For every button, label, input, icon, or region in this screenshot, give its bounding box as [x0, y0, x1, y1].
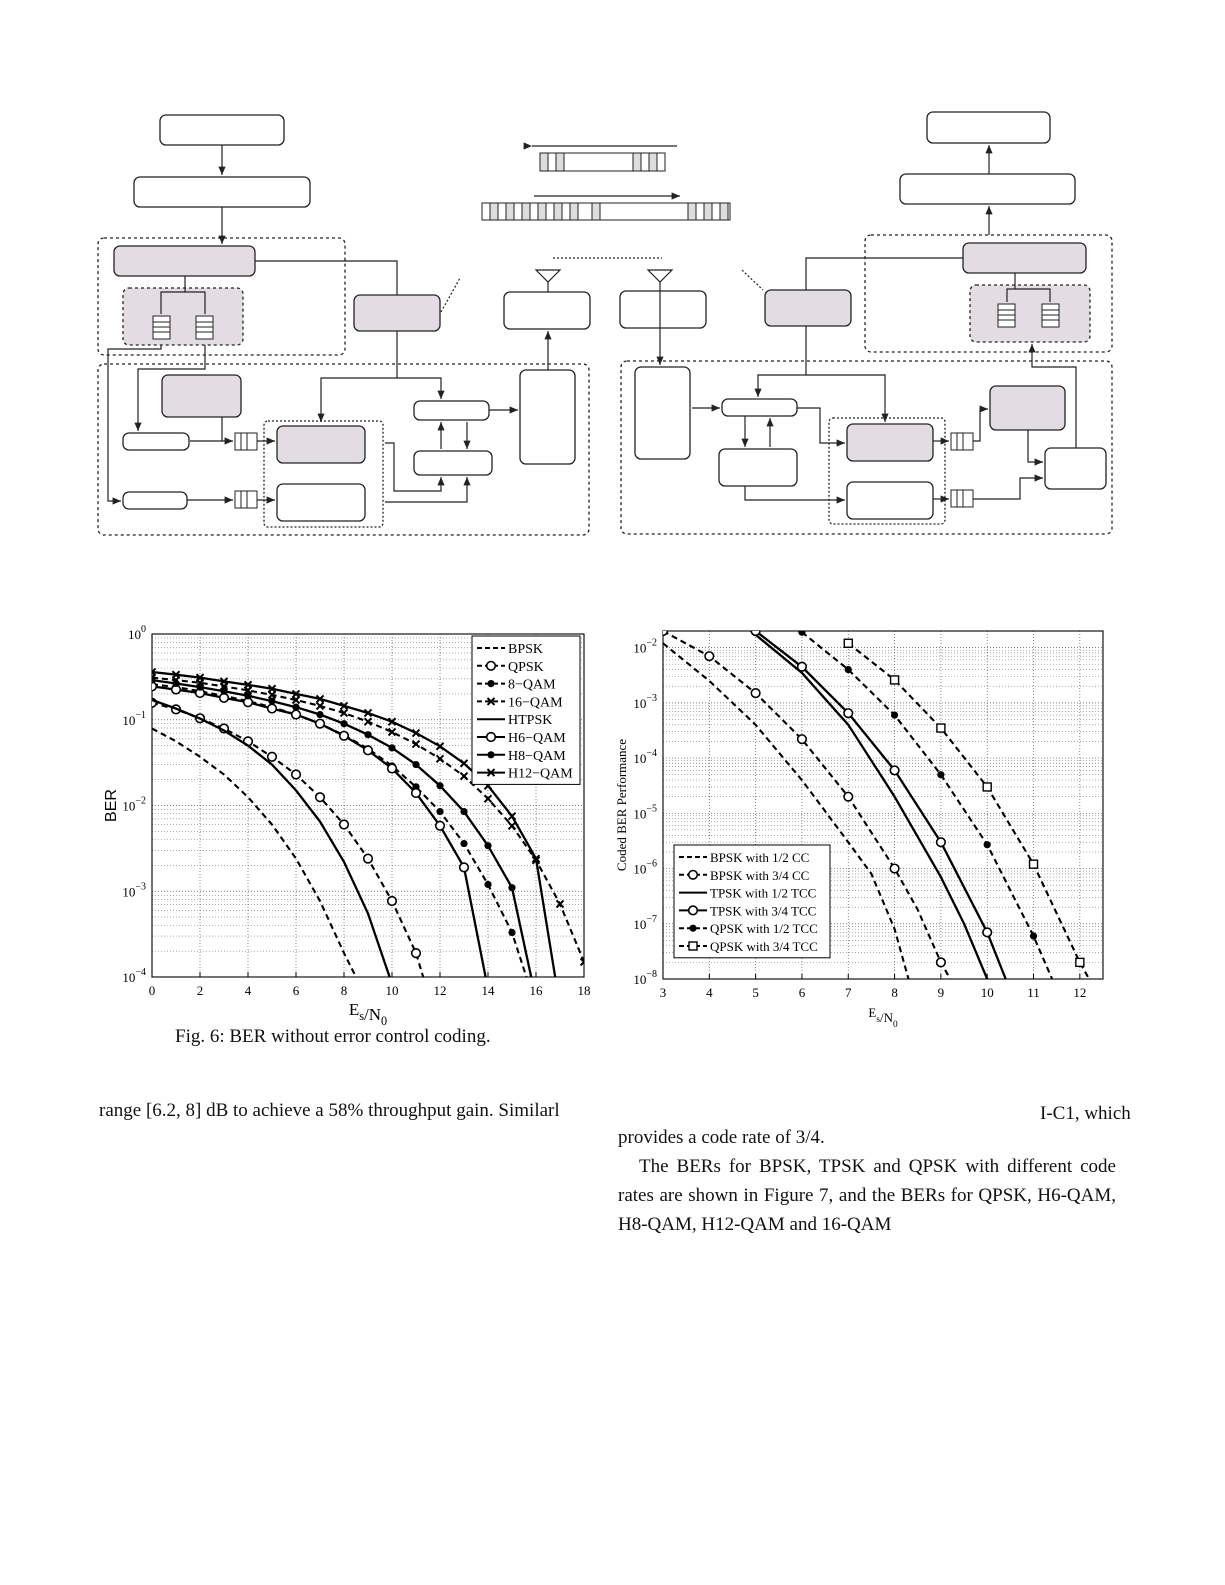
tx-encoder-b — [277, 484, 365, 521]
legend-label: QPSK with 1/2 TCC — [710, 921, 818, 937]
data-point — [689, 942, 697, 950]
data-point — [364, 854, 373, 863]
system-block-diagram — [0, 0, 1225, 560]
axis-label: $E_s/N_0$ — [348, 1000, 388, 1028]
data-point — [659, 627, 668, 636]
legend-label: HTPSK — [508, 713, 553, 729]
x-tick-label: 16 — [529, 983, 543, 998]
data-point — [508, 884, 515, 891]
data-point — [508, 929, 515, 936]
tick-label: $10^{-1}$ — [122, 709, 146, 728]
tx-source-block — [160, 115, 284, 145]
data-point — [268, 704, 277, 713]
tick-label: $10^{-2}$ — [122, 795, 146, 814]
data-point — [340, 731, 349, 740]
data-point — [268, 752, 277, 761]
tx-small-block-a — [123, 433, 189, 450]
tick-label: $10^{-4}$ — [633, 748, 657, 767]
x-tick-label: 12 — [433, 983, 447, 998]
legend-label: TPSK with 1/2 TCC — [710, 885, 817, 901]
body-text-right-line2: provides a code rate of 3/4. — [618, 1127, 825, 1148]
data-point — [1076, 958, 1084, 966]
data-point — [984, 841, 991, 848]
data-point — [460, 840, 467, 847]
data-point — [890, 864, 899, 873]
data-point — [388, 744, 395, 751]
body-text-left: range [6.2, 8] dB to achieve a 58% throughput gain. Similarl — [99, 1100, 560, 1121]
rx-decoder-a — [847, 424, 933, 461]
x-tick-label: 8 — [891, 985, 898, 1000]
ber-chart-uncoded — [0, 612, 600, 1028]
x-tick-label: 3 — [659, 985, 667, 1000]
legend — [472, 636, 580, 784]
data-point — [1030, 860, 1038, 868]
legend-label: H12−QAM — [508, 766, 573, 782]
rx-decoder-b — [847, 482, 933, 519]
data-point — [844, 709, 853, 718]
tx-modulator — [520, 370, 575, 464]
legend-label: BPSK — [508, 642, 544, 657]
rx-block-2 — [900, 174, 1075, 204]
data-point — [364, 746, 373, 755]
data-point — [412, 949, 421, 958]
data-point — [689, 925, 696, 932]
rx-demapper-b — [719, 449, 797, 486]
body-text-right — [618, 1123, 1116, 1239]
x-tick-label: 9 — [937, 985, 945, 1000]
rx-controller — [765, 290, 851, 326]
tick-label: $10^{-6}$ — [633, 858, 657, 877]
tick-label: $10^{-3}$ — [633, 692, 657, 711]
data-point — [484, 842, 491, 849]
x-tick-label: 10 — [980, 985, 994, 1000]
data-point — [460, 808, 467, 815]
x-tick-label: 12 — [1073, 985, 1087, 1000]
data-point — [487, 662, 496, 671]
data-point — [891, 676, 899, 684]
tick-label: $10^{-8}$ — [633, 969, 657, 987]
data-point — [413, 741, 420, 748]
tick-label: $10^{-4}$ — [122, 967, 146, 985]
data-point — [436, 821, 445, 830]
x-tick-label: 4 — [244, 983, 252, 998]
body-text-right-para2: The BERs for BPSK, TPSK and QPSK with different code rates are shown in Figure 7, and the BERs for QPSK, H6-QAM, H8-QAM, H12-QAM and 16-QAM — [618, 1156, 1116, 1235]
data-point — [689, 906, 698, 915]
legend-label: BPSK with 1/2 CC — [710, 850, 810, 865]
tx-shaded-block-2 — [162, 375, 241, 417]
data-point — [890, 766, 899, 775]
legend — [674, 845, 830, 958]
rx-rf-front — [620, 291, 706, 328]
data-point — [484, 881, 491, 888]
tick-label: $10^{-2}$ — [633, 637, 657, 656]
x-tick-label: 10 — [385, 983, 399, 998]
rx-sink-block — [927, 112, 1050, 143]
legend-label: H8−QAM — [508, 748, 566, 764]
legend-label: QPSK with 3/4 TCC — [710, 939, 818, 954]
data-point — [461, 760, 468, 767]
data-point — [937, 724, 945, 732]
data-point — [292, 770, 301, 779]
tick-label: $10^{-3}$ — [122, 881, 146, 900]
data-point — [751, 689, 760, 698]
data-point — [983, 783, 991, 791]
tx-controller — [354, 295, 440, 331]
x-tick-label: 8 — [340, 983, 348, 998]
data-point — [148, 676, 155, 683]
tx-mapper-b — [414, 451, 492, 475]
data-point — [268, 698, 275, 705]
data-point — [983, 928, 992, 937]
rx-shaded-block-2 — [990, 386, 1065, 430]
data-point — [487, 733, 496, 742]
x-tick-label: 18 — [577, 983, 591, 998]
data-point — [689, 871, 698, 880]
data-point — [705, 652, 714, 661]
axis-label: $E_s/N_0$ — [868, 1005, 898, 1030]
x-tick-label: 5 — [752, 985, 759, 1000]
data-point — [798, 662, 807, 671]
data-point — [316, 793, 325, 802]
x-tick-label: 11 — [1027, 985, 1040, 1000]
tx-queue-group — [123, 288, 243, 345]
series-line — [802, 632, 1052, 979]
data-point — [292, 710, 301, 719]
data-point — [340, 720, 347, 727]
data-point — [292, 704, 299, 711]
data-point — [751, 627, 760, 636]
x-tick-label: 6 — [798, 985, 806, 1000]
tick-label: $10^0$ — [128, 624, 146, 642]
tx-small-block-b — [123, 492, 187, 509]
series-bpsk — [152, 729, 356, 978]
data-point — [388, 897, 397, 906]
series-line — [152, 729, 356, 978]
legend-label: 8−QAM — [508, 677, 556, 693]
rx-demapper-a — [722, 399, 797, 416]
data-point — [798, 735, 807, 744]
data-point — [437, 755, 444, 762]
x-tick-label: 7 — [845, 985, 852, 1000]
data-point — [891, 712, 898, 719]
x-tick-label: 2 — [196, 983, 204, 998]
legend-label: QPSK — [508, 659, 544, 675]
data-point — [845, 666, 852, 673]
ber-chart-coded — [610, 612, 1210, 1030]
tx-mapper-a — [414, 401, 489, 420]
data-point — [148, 698, 157, 707]
series-line — [848, 643, 1089, 979]
data-point — [436, 808, 443, 815]
data-point — [340, 820, 349, 829]
data-point — [509, 822, 516, 829]
figure6-caption: Fig. 6: BER without error control coding. — [175, 1026, 491, 1047]
data-point — [364, 731, 371, 738]
body-text-right-line1: I-C1, which — [1040, 1103, 1131, 1124]
rx-demodulator — [635, 367, 690, 459]
y-axis-label: Coded BER Performance — [614, 738, 629, 872]
y-axis-label: BER — [103, 789, 120, 822]
series-line — [152, 686, 486, 977]
data-point — [844, 639, 852, 647]
data-point — [937, 958, 946, 967]
series-8-qam — [148, 681, 526, 977]
data-point — [844, 792, 853, 801]
legend-label: 16−QAM — [508, 695, 563, 711]
series-h6-qam — [148, 682, 486, 977]
data-point — [460, 863, 469, 872]
data-point — [196, 684, 203, 691]
data-point — [220, 688, 227, 695]
data-point — [412, 789, 421, 798]
legend-label: BPSK with 3/4 CC — [710, 867, 810, 883]
tx-encoder-a — [277, 426, 365, 463]
tx-rf-front — [504, 292, 590, 329]
data-point — [244, 692, 251, 699]
tick-label: $10^{-5}$ — [633, 803, 657, 822]
series-qpsk — [148, 698, 424, 977]
x-tick-label: 14 — [481, 983, 495, 998]
data-point — [798, 629, 805, 636]
frame-strip-lower — [482, 203, 730, 220]
data-point — [316, 719, 325, 728]
data-point — [1030, 932, 1037, 939]
frame-strip-upper — [540, 153, 665, 171]
data-point — [412, 761, 419, 768]
x-tick-label: 6 — [292, 983, 300, 998]
data-point — [937, 771, 944, 778]
data-point — [220, 694, 229, 703]
data-point — [388, 764, 397, 773]
data-point — [436, 782, 443, 789]
data-point — [172, 680, 179, 687]
data-point — [937, 838, 946, 847]
tx-block-2 — [134, 177, 310, 207]
data-point — [487, 751, 494, 758]
x-tick-label: 0 — [148, 983, 156, 998]
tick-label: $10^{-7}$ — [633, 913, 657, 932]
tx-shaded-block — [114, 246, 255, 276]
rx-shaded-block — [963, 243, 1086, 273]
rx-queue-group — [970, 285, 1090, 342]
data-point — [461, 773, 468, 780]
x-tick-label: 4 — [706, 985, 713, 1000]
data-point — [316, 711, 323, 718]
data-point — [487, 680, 494, 687]
legend-label: H6−QAM — [508, 731, 566, 746]
rx-combiner — [1045, 448, 1106, 489]
legend-label: TPSK with 3/4 TCC — [710, 903, 817, 919]
